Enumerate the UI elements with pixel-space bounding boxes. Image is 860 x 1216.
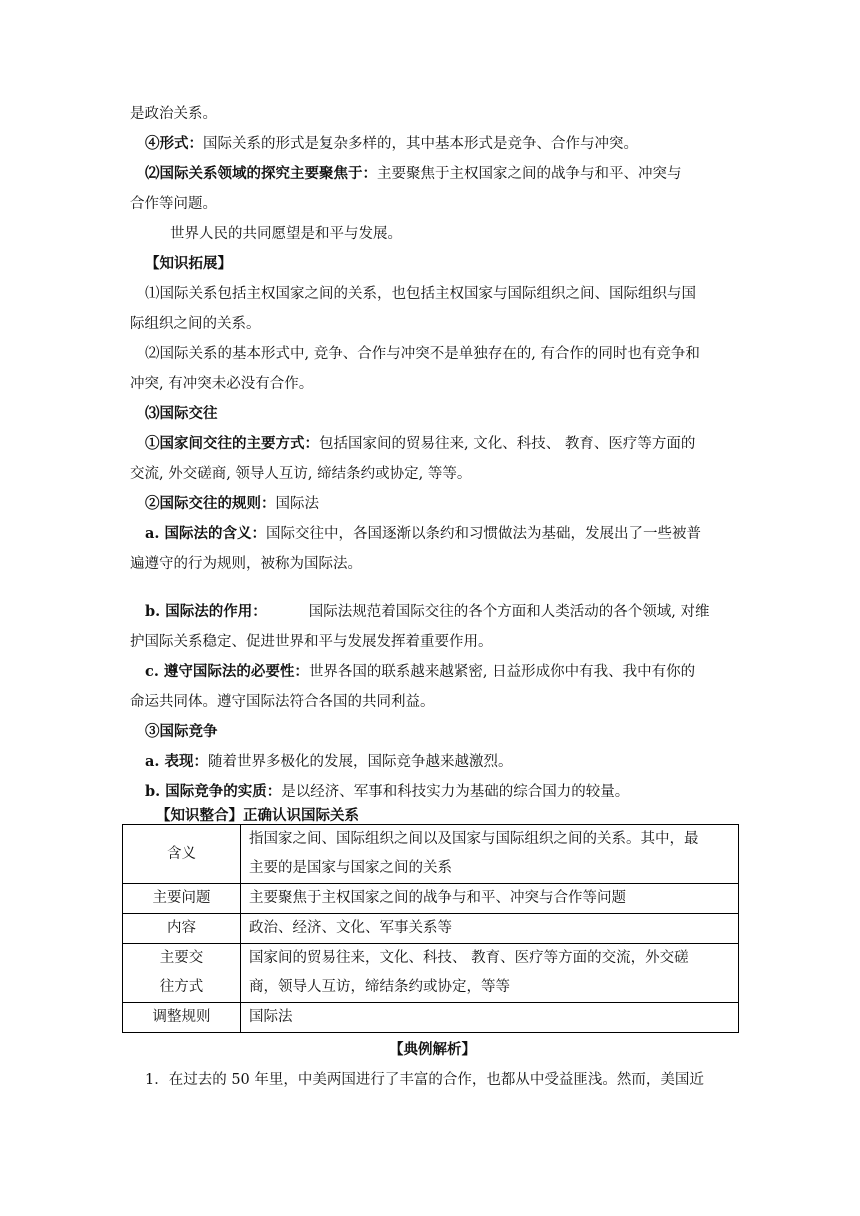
table-header-cell: 含义 xyxy=(123,825,241,884)
text-line: 命运共同体。遵守国际法符合各国的共同利益。 xyxy=(130,694,435,710)
table-row xyxy=(123,825,739,884)
section-heading: ⑶国际交往 xyxy=(145,405,218,422)
text-line: 交流, 外交磋商, 领导人互访, 缔结条约或协定, 等等。 xyxy=(130,466,472,482)
knowledge-table xyxy=(122,824,739,1033)
section-heading: 【知识拓展】 xyxy=(145,255,232,272)
text-line: b. 国际竞争的实质：是以经济、军事和科技实力为基础的综合国力的较量。 xyxy=(145,783,630,800)
heading-inline: ②国际交往的规则： xyxy=(145,495,276,512)
text-line: 合作等问题。 xyxy=(130,196,217,212)
table-header-cell: 主要问题 xyxy=(123,884,241,914)
text-line: c. 遵守国际法的必要性：世界各国的联系越来越紧密, 日益形成你中有我、我中有你的 xyxy=(145,663,696,680)
text-line: a. 国际法的含义：国际交往中，各国逐渐以条约和习惯做法为基础，发展出了一些被普 xyxy=(145,525,701,542)
text-line: 1．在过去的 50 年里，中美两国进行了丰富的合作，也都从中受益匪浅。然而，美国近 xyxy=(145,1072,704,1088)
heading-inline: a. 表现： xyxy=(145,753,208,770)
table-header-cell: 内容 xyxy=(123,914,241,944)
table-cell: 国家间的贸易往来，文化、科技、 教育、医疗等方面的交流，外交磋 商，领导人互访，缔结条约或协定，等等 xyxy=(241,944,739,1003)
heading-inline: b. 国际法的作用： xyxy=(145,603,267,620)
table-header-cell: 调整规则 xyxy=(123,1003,241,1033)
table-row xyxy=(123,944,739,1003)
table-row xyxy=(123,914,739,944)
table-cell: 政治、经济、文化、军事关系等 xyxy=(241,914,739,944)
table-row xyxy=(123,884,739,914)
text-line: ⑵国际关系的基本形式中, 竞争、合作与冲突不是单独存在的, 有合作的同时也有竞争和 xyxy=(145,346,700,362)
table-cell: 主要聚焦于主权国家之间的战争与和平、冲突与合作等问题 xyxy=(241,884,739,914)
text-line: 护国际关系稳定、促进世界和平与发展发挥着重要作用。 xyxy=(130,634,493,650)
text-line: 遍遵守的行为规则，被称为国际法。 xyxy=(130,556,362,572)
heading-inline: ①国家间交往的主要方式： xyxy=(145,435,319,452)
table-header-cell: 主要交 往方式 xyxy=(123,944,241,1003)
text-line: ⑵国际关系领域的探究主要聚焦于：主要聚焦于主权国家之间的战争与和平、冲突与 xyxy=(145,165,682,182)
heading-inline: c. 遵守国际法的必要性： xyxy=(145,663,309,680)
table-cell: 指国家之间、国际组织之间以及国家与国际组织之间的关系。其中，最 主要的是国家与国家之间的关系 xyxy=(241,825,739,884)
section-heading: 【知识整合】正确认识国际关系 xyxy=(156,807,359,824)
section-heading: 【典例解析】 xyxy=(389,1041,476,1058)
heading-inline: ④形式： xyxy=(145,135,203,152)
section-heading: ③国际竞争 xyxy=(145,723,218,740)
text-line: ②国际交往的规则：国际法 xyxy=(145,495,319,512)
table-cell: 国际法 xyxy=(241,1003,739,1033)
text-line: a. 表现：随着世界多极化的发展，国际竞争越来越激烈。 xyxy=(145,753,513,770)
text-line: 冲突, 有冲突未必没有合作。 xyxy=(130,376,314,392)
text-line: ①国家间交往的主要方式：包括国家间的贸易往来, 文化、科技、 教育、医疗等方面的 xyxy=(145,435,696,452)
text-line: b. 国际法的作用： 国际法规范着国际交往的各个方面和人类活动的各个领域, 对维 xyxy=(145,603,710,620)
heading-inline: b. 国际竞争的实质： xyxy=(145,783,282,800)
text-line: ④形式：国际关系的形式是复杂多样的，其中基本形式是竞争、合作与冲突。 xyxy=(145,135,638,152)
heading-inline: a. 国际法的含义： xyxy=(145,525,266,542)
text-line: 世界人民的共同愿望是和平与发展。 xyxy=(170,226,402,242)
text-line: 际组织之间的关系。 xyxy=(130,316,261,332)
text-line: 是政治关系。 xyxy=(130,106,217,122)
table-row xyxy=(123,1003,739,1033)
heading-inline: ⑵国际关系领域的探究主要聚焦于： xyxy=(145,165,377,182)
text-line: ⑴国际关系包括主权国家之间的关系，也包括主权国家与国际组织之间、国际组织与国 xyxy=(145,286,696,302)
